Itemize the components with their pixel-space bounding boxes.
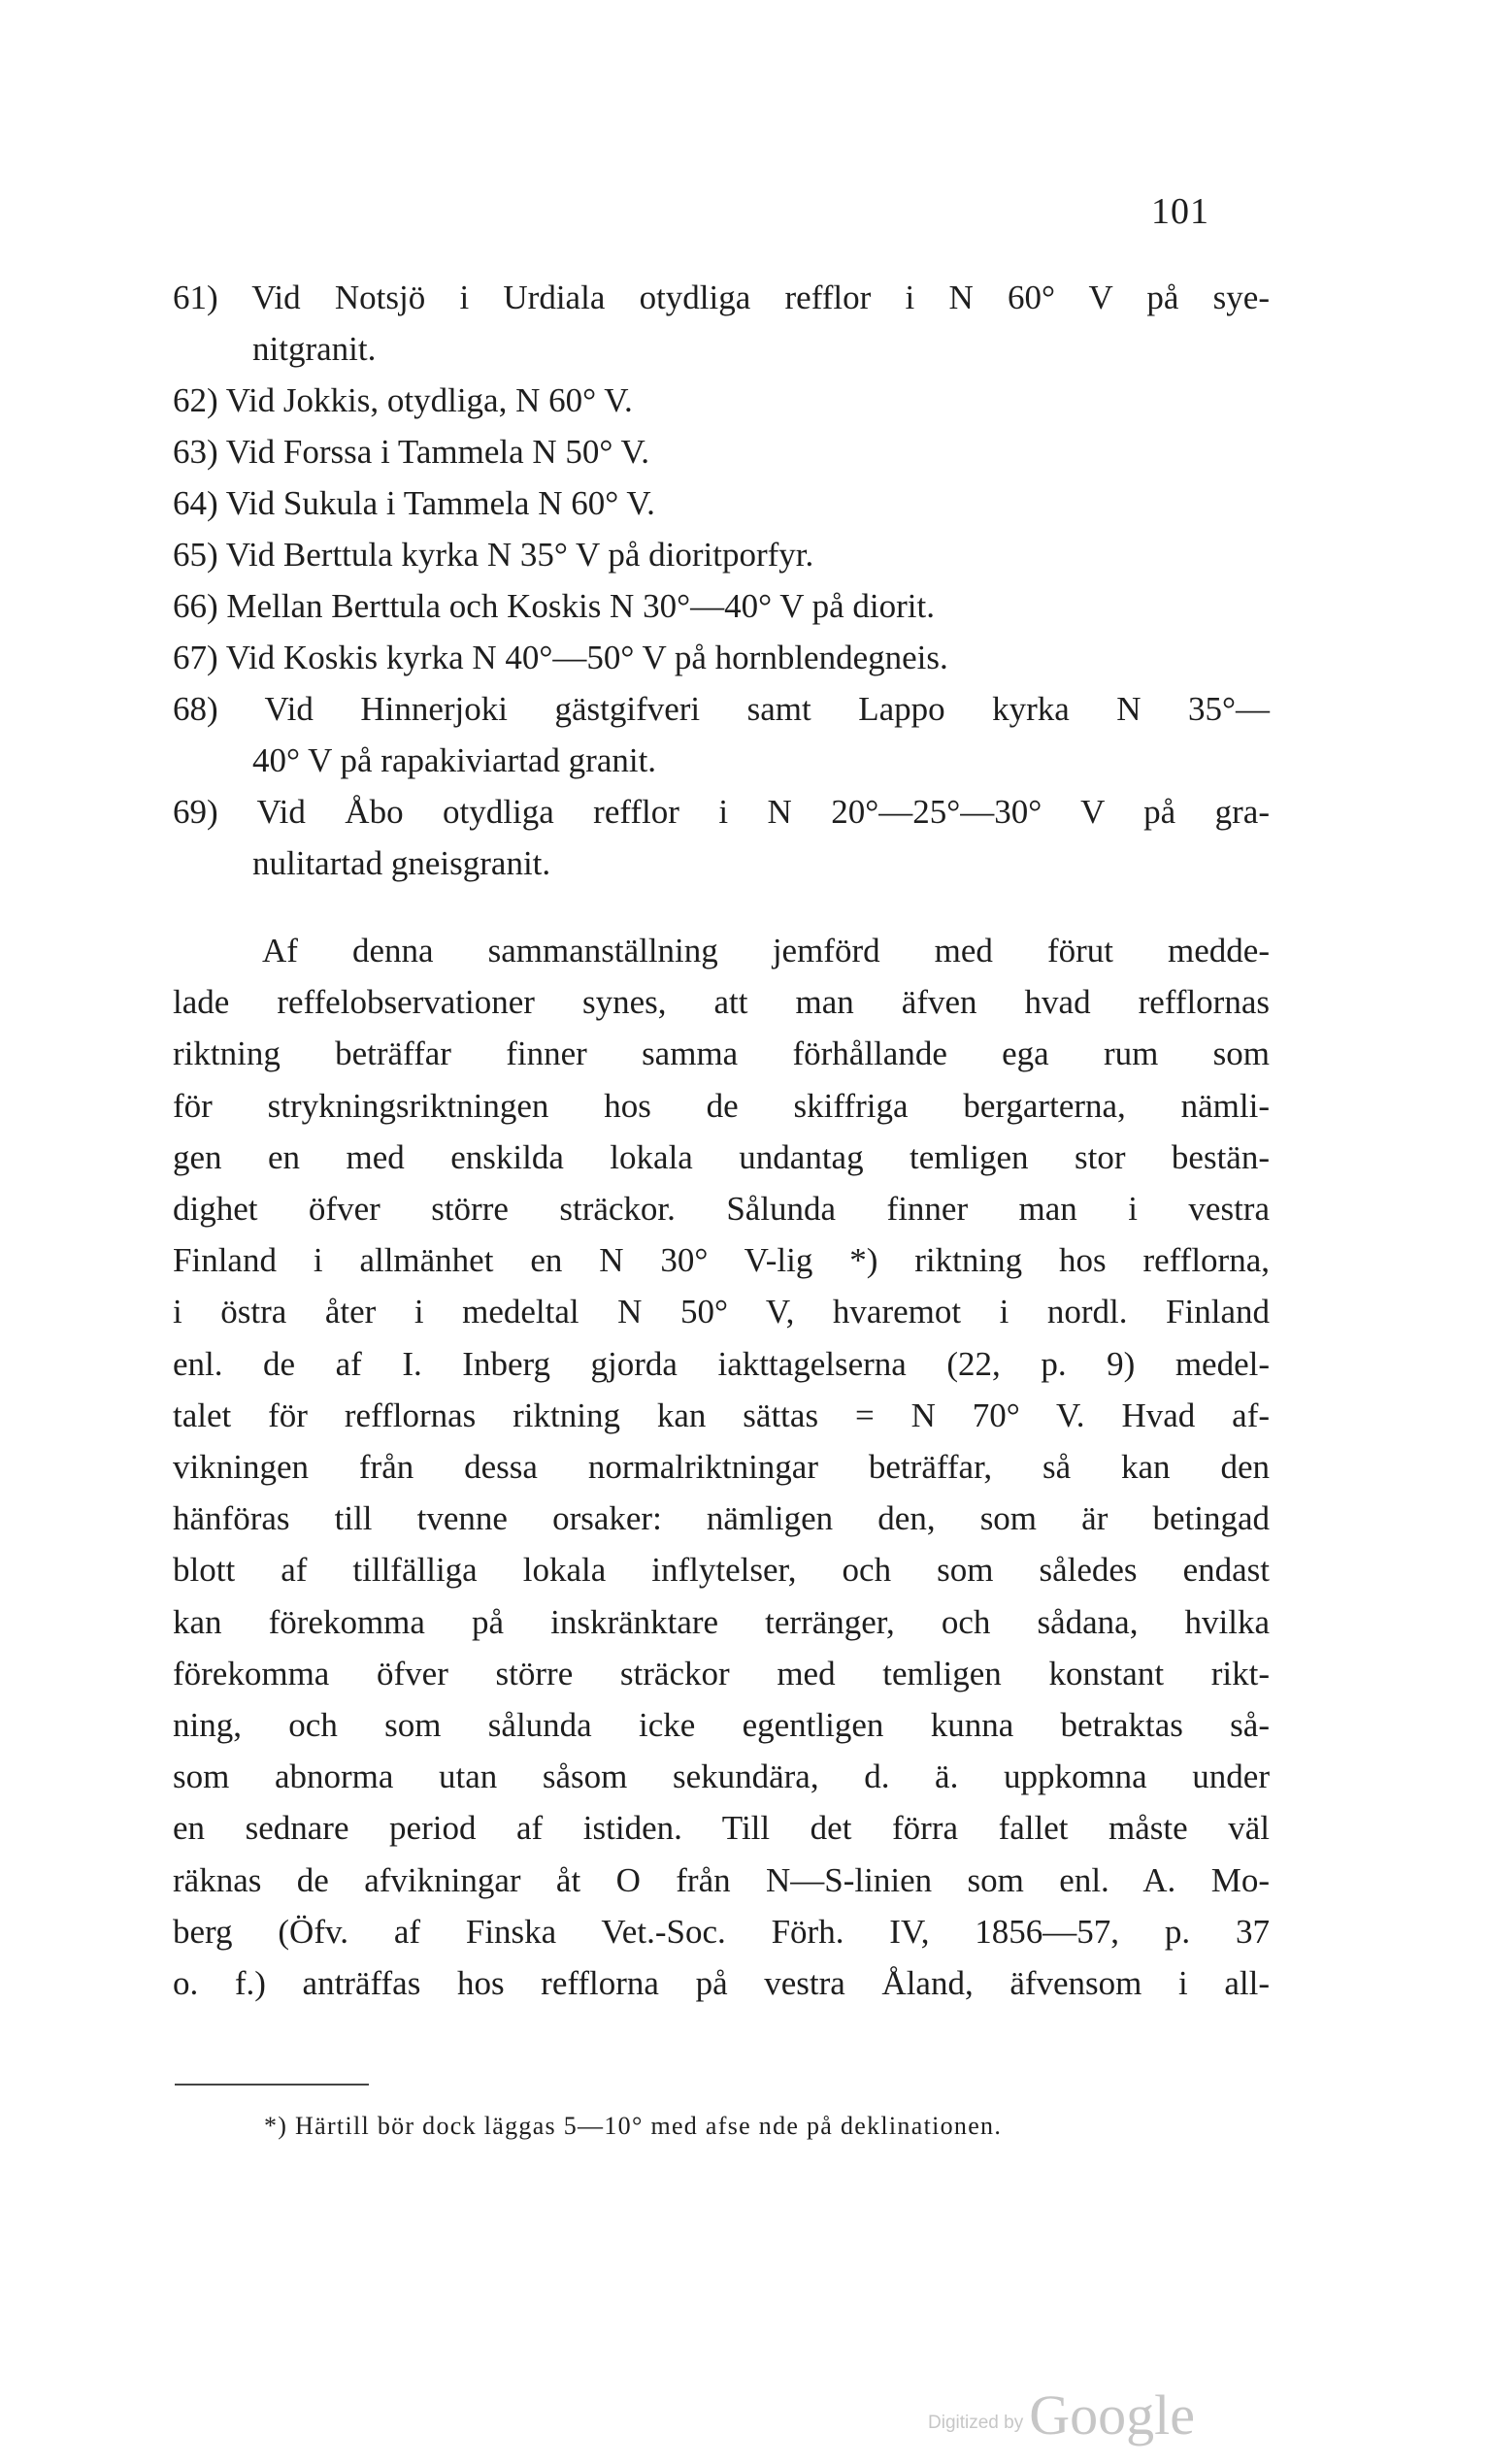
paragraph-line: dighet öfver större sträckor. Sålunda finner man i vestra bbox=[173, 1190, 1270, 1229]
list-item-line: 64) Vid Sukula i Tammela N 60° V. bbox=[173, 484, 655, 522]
paragraph-line: en sednare period af istiden. Till det förra fallet måste väl bbox=[173, 1809, 1270, 1848]
list-item-line: 63) Vid Forssa i Tammela N 50° V. bbox=[173, 433, 650, 471]
paragraph-line: i östra åter i medeltal N 50° V, hvaremot i nordl. Finland bbox=[173, 1293, 1270, 1331]
paragraph-line: enl. de af I. Inberg gjorda iakttagelserna (22, p. 9) medel- bbox=[173, 1344, 1270, 1383]
list-item-line: 67) Vid Koskis kyrka N 40°—50° V på hornblendegneis. bbox=[173, 639, 948, 676]
paragraph-line: o. f.) anträffas hos refflorna på vestra Åland, äfvensom i all- bbox=[173, 1964, 1270, 2003]
paragraph-line: Af denna sammanställning jemförd med förut medde- bbox=[262, 932, 1270, 969]
list-item-line: 65) Vid Berttula kyrka N 35° V på dioritporfyr. bbox=[173, 536, 814, 574]
footnote-divider bbox=[175, 2084, 369, 2086]
list-item-line: 68) Vid Hinnerjoki gästgifveri samt Lappo kyrka N 35°— bbox=[173, 690, 1270, 728]
list-item bbox=[173, 580, 1270, 632]
list-item-continuation: 40° V på rapakiviartad granit. bbox=[252, 741, 657, 779]
list-item bbox=[173, 375, 1270, 426]
list-item bbox=[173, 632, 1270, 683]
list-item bbox=[173, 683, 1270, 786]
paragraph-line: blott af tillfälliga lokala inflytelser, och som således endast bbox=[173, 1551, 1270, 1590]
google-logo: Google bbox=[1029, 2383, 1195, 2447]
watermark-label: Digitized by bbox=[928, 2413, 1024, 2433]
list-item-continuation: nulitartad gneisgranit. bbox=[252, 844, 551, 882]
digitization-watermark bbox=[928, 2382, 1195, 2448]
list-item bbox=[173, 477, 1270, 529]
paragraph-line: gen en med enskilda lokala undantag temligen stor bestän- bbox=[173, 1137, 1270, 1176]
paragraph-line: för strykningsriktningen hos de skiffriga bergarterna, nämli- bbox=[173, 1086, 1270, 1125]
page-number: 101 bbox=[1151, 191, 1209, 232]
paragraph-line: riktning beträffar finner samma förhållande ega rum som bbox=[173, 1035, 1270, 1073]
paragraph-line: kan förekomma på inskränktare terränger, och sådana, hvilka bbox=[173, 1602, 1270, 1641]
paragraph-line: talet för refflornas riktning kan sättas = N 70° V. Hvad af- bbox=[173, 1396, 1270, 1434]
paragraph-line: som abnorma utan såsom sekundära, d. ä. uppkomna under bbox=[173, 1758, 1270, 1796]
list-item bbox=[173, 272, 1270, 375]
paragraph-line: berg (Öfv. af Finska Vet.-Soc. Förh. IV, 1856—57, p. 37 bbox=[173, 1912, 1270, 1951]
paragraph-line: förekomma öfver större sträckor med temligen konstant rikt- bbox=[173, 1654, 1270, 1692]
list-item bbox=[173, 529, 1270, 580]
observation-list bbox=[173, 272, 1270, 889]
body-paragraph bbox=[173, 925, 1270, 2009]
list-item-continuation: nitgranit. bbox=[252, 330, 377, 368]
paragraph-line: räknas de afvikningar åt O från N—S-linien som enl. A. Mo- bbox=[173, 1860, 1270, 1899]
paragraph-line: vikningen från dessa normalriktningar beträffar, så kan den bbox=[173, 1448, 1270, 1487]
list-item-line: 69) Vid Åbo otydliga refflor i N 20°—25°—30° V på gra- bbox=[173, 793, 1270, 831]
list-item-line: 62) Vid Jokkis, otydliga, N 60° V. bbox=[173, 381, 633, 419]
paragraph-line: hänföras till tvenne orsaker: nämligen den, som är betingad bbox=[173, 1499, 1270, 1538]
footnote: *) Härtill bör dock läggas 5—10° med afse nde på deklinationen. bbox=[264, 2112, 1003, 2140]
list-item-line: 61) Vid Notsjö i Urdiala otydliga refflor i N 60° V på sye- bbox=[173, 279, 1270, 316]
list-item bbox=[173, 426, 1270, 477]
list-item bbox=[173, 786, 1270, 889]
paragraph-line: lade reffelobservationer synes, att man äfven hvad refflornas bbox=[173, 983, 1270, 1022]
list-item-line: 66) Mellan Berttula och Koskis N 30°—40° V på diorit. bbox=[173, 587, 935, 625]
paragraph-line: ning, och som sålunda icke egentligen kunna betraktas så- bbox=[173, 1706, 1270, 1745]
paragraph-line: Finland i allmänhet en N 30° V-lig *) riktning hos refflorna, bbox=[173, 1241, 1270, 1280]
